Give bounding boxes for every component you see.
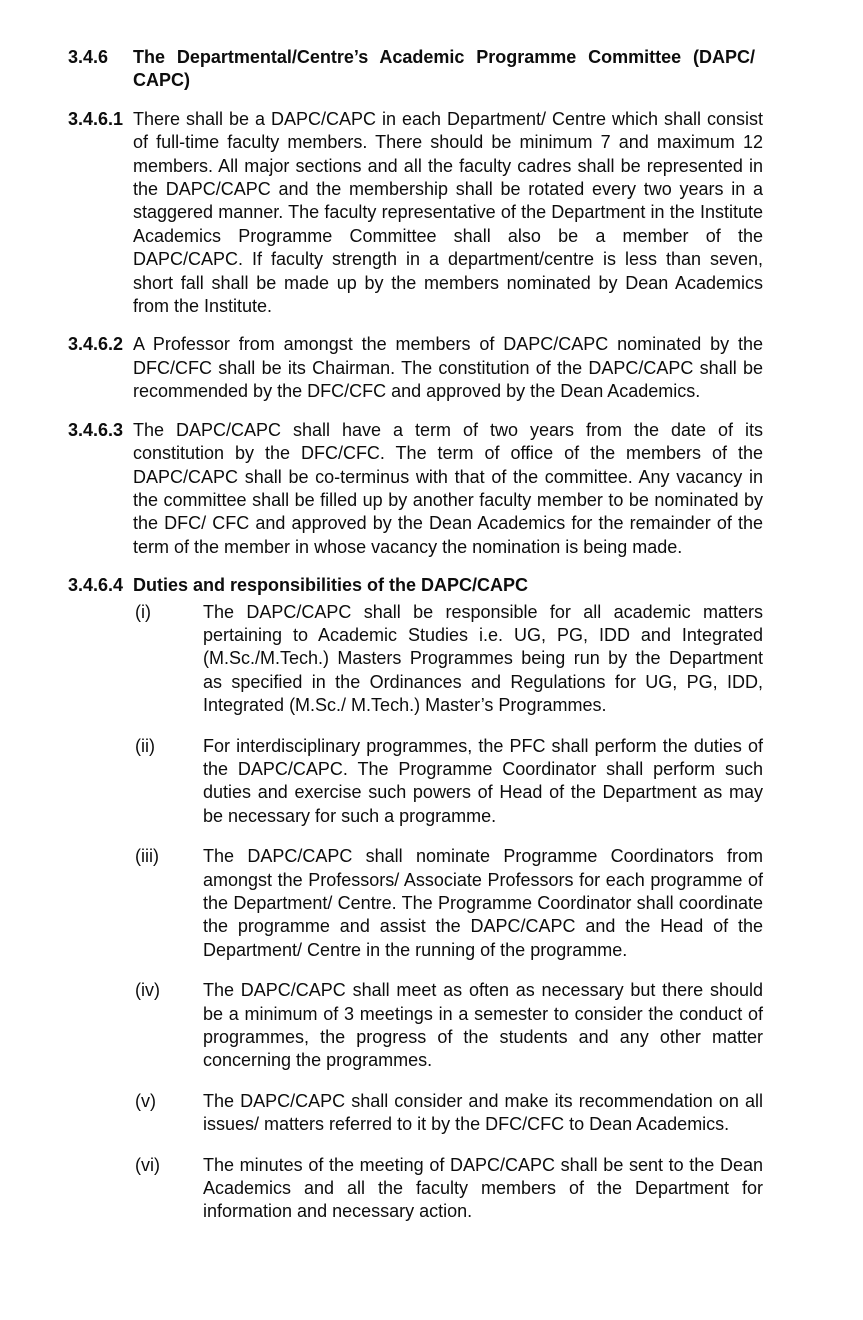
section-number: 3.4.6.4 (68, 575, 124, 596)
section-3-4-6-1 (68, 108, 763, 319)
duty-marker: (vi) (135, 1154, 160, 1175)
duty-marker: (i) (135, 601, 151, 622)
duty-item-iv (135, 979, 763, 1073)
section-3-4-6-2 (68, 333, 763, 403)
section-heading: Duties and responsibilities of the DAPC/CAPC (133, 575, 529, 596)
duty-item-iii (135, 845, 763, 962)
duty-text: The minutes of the meeting of DAPC/CAPC shall be sent to the Dean Academics and all the faculty members of the Department for information and necessary action. (203, 1154, 763, 1222)
duty-marker: (ii) (135, 735, 155, 756)
duty-marker: (v) (135, 1090, 156, 1111)
duty-marker: (iii) (135, 846, 159, 867)
section-number: 3.4.6 (68, 47, 109, 67)
section-heading: The Departmental/Centre’s Academic Programme Committee (DAPC/ CAPC) (133, 47, 755, 91)
duty-marker: (iv) (135, 980, 160, 1001)
section-3-4-6-3 (68, 419, 763, 559)
section-number: 3.4.6.2 (68, 334, 124, 355)
section-text: There shall be a DAPC/CAPC in each Department/ Centre which shall consist of full-time faculty members. There should be minimum 7 and maximum 12 members. All major sections and all the faculty cadres shall be represented in the DAPC/CAPC and the membership shall be rotated every two years in a staggered manner. The faculty representative of the Department in the Institute Academics Programme Committee shall also be a member of the DAPC/CAPC. If faculty strength in a department/centre is less than seven, short fall shall be made up by the members nominated by Dean Academics from the Institute. (133, 108, 763, 317)
duty-text: For interdisciplinary programmes, the PFC shall perform the duties of the DAPC/CAPC. The Programme Coordinator shall perform such duties and exercise such powers of Head of the Department as may be necessary for such a programme. (203, 735, 763, 826)
section-text: A Professor from amongst the members of DAPC/CAPC nominated by the DFC/CFC shall be its Chairman. The constitution of the DAPC/CAPC shall be recommended by the DFC/CFC and approved by the Dean Academics. (133, 334, 763, 402)
section-number: 3.4.6.3 (68, 419, 124, 440)
section-3-4-6-4 (68, 574, 763, 597)
duty-text: The DAPC/CAPC shall consider and make its recommendation on all issues/ matters referred to it by the DFC/CFC to Dean Academics. (203, 1090, 763, 1135)
duty-item-vi (135, 1154, 763, 1224)
duties-list (135, 601, 763, 1224)
duty-item-i (135, 601, 763, 718)
duty-item-ii (135, 735, 763, 829)
section-number: 3.4.6.1 (68, 108, 124, 129)
duty-item-v (135, 1090, 763, 1137)
duty-text: The DAPC/CAPC shall be responsible for all academic matters pertaining to Academic Studies i.e. UG, PG, IDD and Integrated (M.Sc./M.Tech.) Masters Programmes being run by the Department as specified in the Ordinances and Regulations for UG, PG, IDD, Integrated (M.Sc./ M.Tech.) Master’s Programmes. (203, 601, 763, 716)
section-3-4-6 (68, 46, 763, 93)
section-text: The DAPC/CAPC shall have a term of two years from the date of its constitution by the DFC/CFC. The term of office of the members of the DAPC/CAPC shall be co-terminus with that of the committee. Any vacancy in the committee shall be filled up by another faculty member to be nominated by the DFC/ CFC and approved by the Dean Academics for the remainder of the term of the member in whose vacancy the nomination is being made. (133, 419, 763, 557)
duty-text: The DAPC/CAPC shall nominate Programme Coordinators from amongst the Professors/ Associate Professors for each programme of the Department/ Centre. The Programme Coordinator shall coordinate the programme and assist the DAPC/CAPC and the Head of the Department/ Centre in the running of the programme. (203, 846, 763, 960)
duty-text: The DAPC/CAPC shall meet as often as necessary but there should be a minimum of 3 meetings in a semester to consider the conduct of programmes, the progress of the students and any other matter concerning the programmes. (203, 980, 763, 1071)
